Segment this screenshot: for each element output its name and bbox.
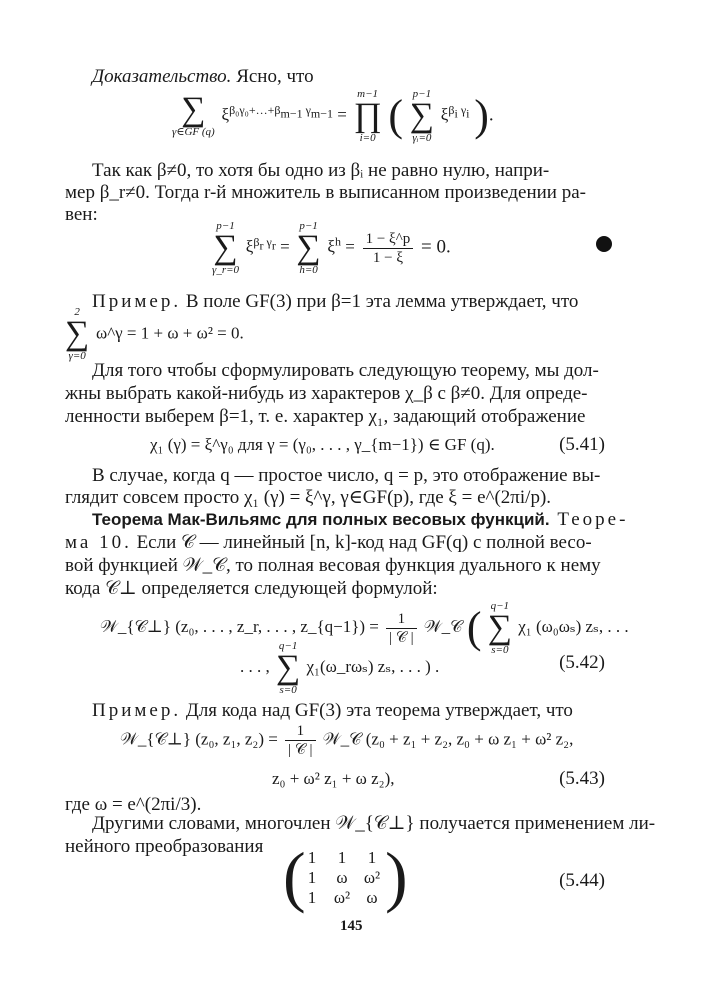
- paragraph-3-line-1: В случае, когда q — простое число, q = p, это отображение вы-: [92, 465, 601, 486]
- page-number: 145: [340, 918, 363, 934]
- matrix-cell: ω: [366, 888, 378, 907]
- paragraph-2-line-2: жны выбрать какой-нибудь из характеров χ_β с β≠0. Для опреде-: [65, 383, 588, 404]
- theorem-line-2: ма 10. Если 𝒞 — линейный [n, k]-код над GF(q) с полной весо-: [65, 532, 592, 553]
- paragraph-2-line-1: Для того чтобы сформулировать следующую теорему, мы дол-: [92, 360, 599, 381]
- matrix-cell: 1: [307, 888, 317, 907]
- end-of-proof-mark: [596, 236, 612, 252]
- equation-5-43-line-2: z₀ + ω² z₁ + ω z₂),: [272, 769, 395, 788]
- proof-line: [92, 66, 314, 88]
- omega-definition: где ω = e^(2πi/3).: [65, 794, 202, 815]
- paragraph-1-line-1: Так как β≠0, то хотя бы одно из βᵢ не равно нулю, напри-: [92, 160, 550, 181]
- equation-number-5-44: (5.44): [559, 870, 605, 891]
- theorem-line-4: кода 𝒞⊥ определяется следующей формулой:: [65, 578, 438, 599]
- sum-symbol: ∑ γ∈GF (q): [172, 91, 215, 138]
- paragraph-4-line-1: Другими словами, многочлен 𝒲_{𝒞⊥} получается применением ли-: [92, 813, 656, 834]
- transform-matrix: ( 1 1 1 1 ω ω² 1 ω² ω ): [283, 838, 408, 914]
- theorem-line-1: Теорема Мак-Вильямс для полных весовых функций. Теоре-: [92, 509, 629, 530]
- theorem-line-3: вой функцией 𝒲_𝒞, то полная весовая функция дуального к нему: [65, 555, 601, 576]
- paragraph-4-line-2: нейного преобразования: [65, 836, 264, 857]
- inner-sum-symbol: p−1 ∑ γᵢ=0: [409, 88, 435, 144]
- eq1-exponent-term: $\xi^{\beta_0\gamma_0+\dots+\beta_{m-1} \gamma_{m-1}}$ =: [221, 102, 347, 125]
- proof-text: Ясно, что: [231, 66, 314, 87]
- equation-5-43-line-1: 𝒲_{𝒞⊥} (z₀, z₁, z₂) = $\frac{1}{\text{| 𝒞 |}}$ 𝒲_𝒞 (z₀ + z₁ + z₂, z₀ + ω z₁ + ω² z₂,: [120, 723, 574, 758]
- equation-5-42-line-1: 𝒲_{𝒞⊥} (z₀, . . . , z_r, . . . , z_{q−1}) = $\frac{1}{\text{| 𝒞 |}}$ 𝒲_𝒞 ( q−1 ∑ s=0 χ₁ (ω₀ωₛ) zₛ, . . .: [100, 600, 629, 656]
- paragraph-1-line-2: мер β_r≠0. Тогда r-й множитель в выписанном произведении ра-: [65, 182, 586, 203]
- matrix-cell: ω: [336, 868, 348, 887]
- matrix-cell: ω²: [363, 868, 381, 887]
- equation-number-5-42: (5.42): [559, 652, 605, 673]
- theorem-title: Теорема Мак-Вильямс для полных весовых функций.: [92, 510, 550, 529]
- paragraph-2-line-3: ленности выберем β=1, т. е. характер χ₁, задающий отображение: [65, 406, 586, 427]
- fraction: $\frac{1 - \xi\^{}p}{1 - \xi}$: [363, 230, 414, 267]
- example-1-line: Пример. В поле GF(3) при β=1 эта лемма утверждает, что: [92, 291, 579, 312]
- equation-product-sum: ∑ γ∈GF (q) $\xi^{\beta_0\gamma_0+\dots+\beta_{m-1} \gamma_{m-1}}$ = m−1 ∏ i=0 ( p−1 ∑ γᵢ=0 $\xi^{\beta_i \gamma_i}$ ).: [172, 88, 494, 144]
- sum-lower-limit: γ∈GF (q): [172, 126, 215, 138]
- product-symbol: m−1 ∏ i=0: [353, 88, 382, 144]
- equation-number-5-43: (5.43): [559, 768, 605, 789]
- matrix-cell: ω²: [333, 888, 351, 907]
- equation-5-42-line-2: . . . , q−1 ∑ s=0 χ₁(ω_rωₛ) zₛ, . . . ) .: [240, 640, 440, 696]
- equation-5-41: χ₁ (γ) = ξ^γ₀ для γ = (γ₀, . . . , γ_{m−1}) ∈ GF (q).: [150, 435, 495, 454]
- example-1-equation: 2 ∑ γ=0 ω^γ = 1 + ω + ω² = 0.: [65, 306, 244, 362]
- matrix-table: [297, 848, 387, 908]
- paragraph-3-line-2: глядит совсем просто χ₁ (γ) = ξ^γ, γ∈GF(p), где ξ = e^(2πi/p).: [65, 487, 552, 508]
- equation-number-5-41: (5.41): [559, 434, 605, 455]
- matrix-cell: 1: [307, 868, 317, 887]
- matrix-row: [297, 888, 387, 908]
- matrix-row: [297, 848, 387, 868]
- example-2-line: Пример. Для кода над GF(3) эта теорема утверждает, что: [92, 700, 573, 721]
- proof-heading: Доказательство.: [92, 66, 232, 87]
- matrix-cell: 1: [367, 848, 377, 867]
- equation-geometric-sum: p−1 ∑ γ_r=0 $\xi^{\beta_r \gamma_r}$ = p−1 ∑ h=0 $\xi^h$ = $\frac{1 - \xi\^{}p}{1 - \xi}$ = 0.: [212, 220, 451, 276]
- paragraph-1-line-3: вен:: [65, 204, 98, 225]
- matrix-cell: 1: [307, 848, 317, 867]
- matrix-cell: 1: [337, 848, 347, 867]
- matrix-row: [297, 868, 387, 888]
